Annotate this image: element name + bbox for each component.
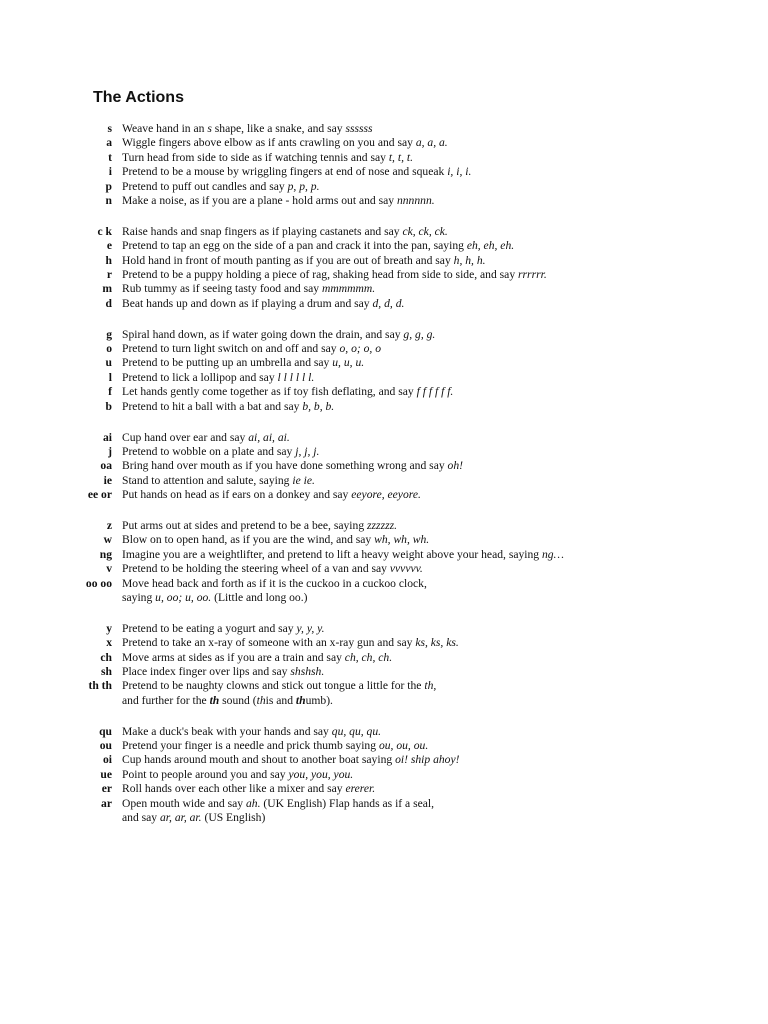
action-row [0, 725, 768, 739]
action-text [122, 239, 514, 253]
sound-key: j [108, 444, 112, 458]
sound-key: ee or [87, 488, 112, 502]
action-text [122, 122, 373, 136]
action-text [122, 194, 435, 208]
action-row-continuation [0, 591, 768, 605]
action-text [122, 665, 324, 679]
sound-key: c k [97, 224, 112, 238]
sound-key: ng [99, 547, 112, 561]
action-row [0, 622, 768, 636]
sound-key: v [106, 562, 112, 576]
instruction-text: Put hands on head as if ears on a donkey and say [122, 488, 352, 502]
spoken-sound: y, y, y. [296, 621, 325, 635]
sound-key: a [106, 136, 112, 150]
sound-key: ar [101, 796, 112, 810]
spoken-sound: ng… [542, 547, 564, 561]
instruction-text: Pretend to puff out candles and say [122, 179, 288, 193]
spoken-sound: f f f f f f. [416, 385, 454, 399]
spoken-sound: l l l l l l. [277, 370, 315, 384]
instruction-text: Pretend to tap an egg on the side of a pan and crack it into the pan, saying [122, 239, 467, 253]
action-row [0, 459, 768, 473]
spoken-sound: zzzzzz. [367, 518, 398, 532]
instruction-text: Cup hands around mouth and shout to another boat saying [122, 753, 396, 767]
sound-key: ie [103, 473, 112, 487]
action-row [0, 151, 768, 165]
spoken-sound: ai, ai, ai. [248, 430, 290, 444]
spoken-sound: th [256, 693, 266, 707]
action-text [122, 768, 353, 782]
action-row [0, 548, 768, 562]
spoken-sound: a, a, a. [415, 136, 448, 150]
spoken-sound: eh, eh, eh. [466, 239, 515, 253]
action-row [0, 488, 768, 502]
action-row [0, 636, 768, 650]
action-row [0, 225, 768, 239]
instruction-text: Cup hand over ear and say [122, 430, 249, 444]
instruction-text: (US English) [201, 811, 266, 825]
instruction-text: Pretend to be putting up an umbrella and say [122, 356, 333, 370]
action-row [0, 651, 768, 665]
actions-list [0, 122, 768, 842]
action-row [0, 768, 768, 782]
action-text [122, 591, 308, 605]
instruction-text: Pretend to lick a lollipop and say [122, 370, 278, 384]
action-text [122, 679, 436, 693]
instruction-text: sound ( [219, 693, 257, 707]
action-group [0, 519, 768, 605]
spoken-sound: vvvvvv. [389, 562, 423, 576]
spoken-sound: d, d, d. [372, 296, 405, 310]
sound-key: er [101, 782, 112, 796]
spoken-sound: ererer. [345, 782, 376, 796]
action-text [122, 328, 435, 342]
sound-key: ue [100, 767, 112, 781]
action-row [0, 665, 768, 679]
spoken-sound: u, u, u. [332, 356, 365, 370]
action-row [0, 679, 768, 693]
action-row [0, 739, 768, 753]
action-text [122, 636, 459, 650]
spoken-sound: t, t, t. [388, 150, 413, 164]
action-row-continuation [0, 694, 768, 708]
instruction-text: Imagine you are a weightlifter, and pretend to lift a heavy weight above your head, saying [122, 547, 542, 561]
instruction-text: Bring hand over mouth as if you have done something wrong and say [122, 459, 448, 473]
action-text [122, 753, 459, 767]
action-row [0, 533, 768, 547]
action-text [122, 282, 375, 296]
instruction-text: shape, like a snake, and say [211, 122, 346, 135]
spoken-sound: ssssss [345, 122, 373, 135]
instruction-text: Pretend to be naughty clowns and stick out tongue a little for the [122, 679, 425, 693]
action-row [0, 194, 768, 208]
sound-key: o [106, 342, 112, 356]
instruction-text: Let hands gently come together as if toy fish deflating, and say [122, 385, 417, 399]
action-text [122, 136, 448, 150]
sound-key: m [102, 282, 112, 296]
sound-key: y [106, 621, 112, 635]
action-text [122, 297, 404, 311]
sound-key: oi [102, 753, 112, 767]
instruction-text: Hold hand in front of mouth panting as if you are out of breath and say [122, 253, 454, 267]
spoken-sound: th, [424, 679, 437, 693]
action-text [122, 725, 381, 739]
spoken-sound: ie ie. [292, 473, 315, 487]
action-group [0, 328, 768, 414]
sound-key: g [106, 327, 112, 341]
spoken-sound: p, p, p. [287, 179, 320, 193]
instruction-text: Pretend to take an x-ray of someone with an x-ray gun and say [122, 636, 416, 650]
spoken-sound: ks, ks, ks. [415, 636, 459, 650]
instruction-text: Make a duck's beak with your hands and say [122, 724, 332, 738]
spoken-sound: j, j, j. [295, 444, 320, 458]
action-group [0, 622, 768, 708]
action-text [122, 225, 448, 239]
action-row [0, 782, 768, 796]
action-row [0, 282, 768, 296]
action-text [122, 151, 413, 165]
action-text [122, 694, 333, 708]
spoken-sound: nnnnnn. [396, 193, 435, 207]
action-text [122, 445, 319, 459]
spoken-sound: u, oo; u, oo. [155, 590, 212, 604]
action-text [122, 474, 315, 488]
spoken-sound: ar, ar, ar. [160, 811, 202, 825]
spoken-sound: wh, wh, wh. [374, 533, 430, 547]
instruction-text: Pretend to hit a ball with a bat and say [122, 399, 303, 413]
action-group [0, 225, 768, 311]
action-row [0, 122, 768, 136]
instruction-text: Pretend to be a mouse by wriggling fingers at end of nose and squeak [122, 165, 448, 179]
instruction-text: Raise hands and snap fingers as if playing castanets and say [122, 224, 403, 238]
spoken-sound: ch, ch, ch. [344, 650, 393, 664]
sound-key: i [108, 165, 112, 179]
action-text [122, 811, 265, 825]
action-text [122, 797, 434, 811]
action-text [122, 385, 453, 399]
instruction-text: Make a noise, as if you are a plane - hold arms out and say [122, 193, 397, 207]
instruction-text: and further for the [122, 693, 210, 707]
instruction-text: Rub tummy as if seeing tasty food and say [122, 282, 322, 296]
action-row [0, 797, 768, 811]
instruction-text: Put arms out at sides and pretend to be a bee, saying [122, 518, 368, 532]
action-text [122, 400, 334, 414]
action-row [0, 342, 768, 356]
sound-key: l [108, 370, 112, 384]
action-text [122, 562, 423, 576]
sound-key: x [106, 636, 112, 650]
instruction-text: Blow on to open hand, as if you are the wind, and say [122, 533, 375, 547]
action-row [0, 519, 768, 533]
instruction-text: Move arms at sides as if you are a train and say [122, 650, 345, 664]
action-text [122, 651, 392, 665]
instruction-text: Pretend to be eating a yogurt and say [122, 621, 297, 635]
instruction-text: Beat hands up and down as if playing a drum and say [122, 296, 373, 310]
spoken-sound: ou, ou, ou. [378, 739, 429, 753]
action-row [0, 431, 768, 445]
sound-key: d [105, 296, 112, 310]
action-row [0, 400, 768, 414]
action-text [122, 356, 364, 370]
action-text [122, 431, 290, 445]
spoken-sound: i, i, i. [447, 165, 472, 179]
action-text [122, 577, 427, 591]
instruction-text: and say [122, 811, 160, 825]
spoken-sound: g, g, g. [403, 327, 436, 341]
spoken-sound: s [207, 122, 212, 135]
instruction-text: saying [122, 590, 156, 604]
action-text [122, 268, 547, 282]
spoken-sound: th [295, 693, 306, 707]
action-row [0, 371, 768, 385]
instruction-text: Pretend to be holding the steering wheel of a van and say [122, 562, 390, 576]
action-text [122, 533, 429, 547]
instruction-text: Open mouth wide and say [122, 796, 246, 810]
spoken-sound: you, you, you. [288, 767, 354, 781]
sound-key: h [105, 253, 112, 267]
instruction-text: Place index finger over lips and say [122, 665, 291, 678]
instruction-text: Pretend to be a puppy holding a piece of rag, shaking head from side to side, and say [122, 268, 519, 282]
instruction-text: is and [265, 693, 296, 707]
instruction-text: Spiral hand down, as if water going down the drain, and say [122, 327, 404, 341]
sound-key: qu [99, 724, 112, 738]
instruction-text: Roll hands over each other like a mixer and say [122, 782, 346, 796]
instruction-text: Point to people around you and say [122, 767, 289, 781]
sound-key: oa [100, 459, 112, 473]
page-title: The Actions [93, 89, 184, 106]
action-text [122, 342, 381, 356]
action-text [122, 459, 463, 473]
action-text [122, 254, 486, 268]
sound-key: n [105, 193, 112, 207]
action-row [0, 165, 768, 179]
action-row [0, 562, 768, 576]
sound-key: ou [99, 739, 112, 753]
sound-key: sh [101, 665, 112, 678]
action-group [0, 725, 768, 826]
sound-key: ch [100, 650, 112, 664]
action-row [0, 254, 768, 268]
action-row [0, 577, 768, 591]
action-row [0, 385, 768, 399]
sound-key: th th [88, 679, 112, 693]
spoken-sound: mmmmmm. [321, 282, 376, 296]
instruction-text: Weave hand in an [122, 122, 208, 135]
spoken-sound: ck, ck, ck. [402, 224, 448, 238]
spoken-sound: oh! [447, 459, 463, 473]
action-text [122, 165, 471, 179]
action-row [0, 239, 768, 253]
spoken-sound: h, h, h. [453, 253, 486, 267]
instruction-text: Move head back and forth as if it is the cuckoo in a cuckoo clock, [122, 576, 427, 590]
instruction-text: (Little and long oo.) [211, 590, 308, 604]
instruction-text: Pretend your finger is a needle and prick thumb saying [122, 739, 379, 753]
spoken-sound: b, b, b. [302, 399, 335, 413]
instruction-text: Pretend to turn light switch on and off and say [122, 342, 340, 356]
spoken-sound: shshsh. [290, 665, 325, 678]
action-text [122, 519, 397, 533]
spoken-sound: rrrrrr. [518, 268, 547, 282]
instruction-text: Wiggle fingers above elbow as if ants crawling on you and say [122, 136, 416, 150]
sound-key: u [105, 356, 112, 370]
spoken-sound: ah. [245, 796, 261, 810]
instruction-text: Stand to attention and salute, saying [122, 473, 293, 487]
sound-key: b [105, 399, 112, 413]
action-text [122, 739, 428, 753]
sound-key: f [108, 385, 112, 399]
action-row [0, 474, 768, 488]
action-text [122, 488, 421, 502]
action-text [122, 622, 325, 636]
action-text [122, 548, 564, 562]
instruction-text: umb). [305, 693, 333, 707]
action-text [122, 180, 320, 194]
action-row-continuation [0, 811, 768, 825]
sound-key: e [106, 239, 112, 253]
instruction-text: Pretend to wobble on a plate and say [122, 444, 296, 458]
instruction-text: (UK English) Flap hands as if a seal, [260, 796, 435, 810]
sound-key: t [108, 150, 112, 164]
action-text [122, 782, 375, 796]
spoken-sound: th [209, 693, 220, 707]
sound-key: s [107, 122, 112, 135]
spoken-sound: o, o; o, o [339, 342, 382, 356]
action-row [0, 297, 768, 311]
instruction-text: Turn head from side to side as if watching tennis and say [122, 150, 389, 164]
action-row [0, 136, 768, 150]
action-row [0, 180, 768, 194]
action-row [0, 445, 768, 459]
sound-key: r [106, 268, 112, 282]
action-row [0, 328, 768, 342]
sound-key: z [106, 518, 112, 532]
action-row [0, 753, 768, 767]
sound-key: ai [102, 430, 112, 444]
sound-key: oo oo [85, 576, 112, 590]
sound-key: p [105, 179, 112, 193]
action-row [0, 356, 768, 370]
spoken-sound: oi! ship ahoy! [395, 753, 460, 767]
sound-key: w [103, 533, 112, 547]
action-group [0, 431, 768, 503]
action-row [0, 268, 768, 282]
action-text [122, 371, 314, 385]
action-group [0, 122, 768, 208]
spoken-sound: qu, qu, qu. [331, 724, 382, 738]
spoken-sound: eeyore, eeyore. [351, 488, 421, 502]
